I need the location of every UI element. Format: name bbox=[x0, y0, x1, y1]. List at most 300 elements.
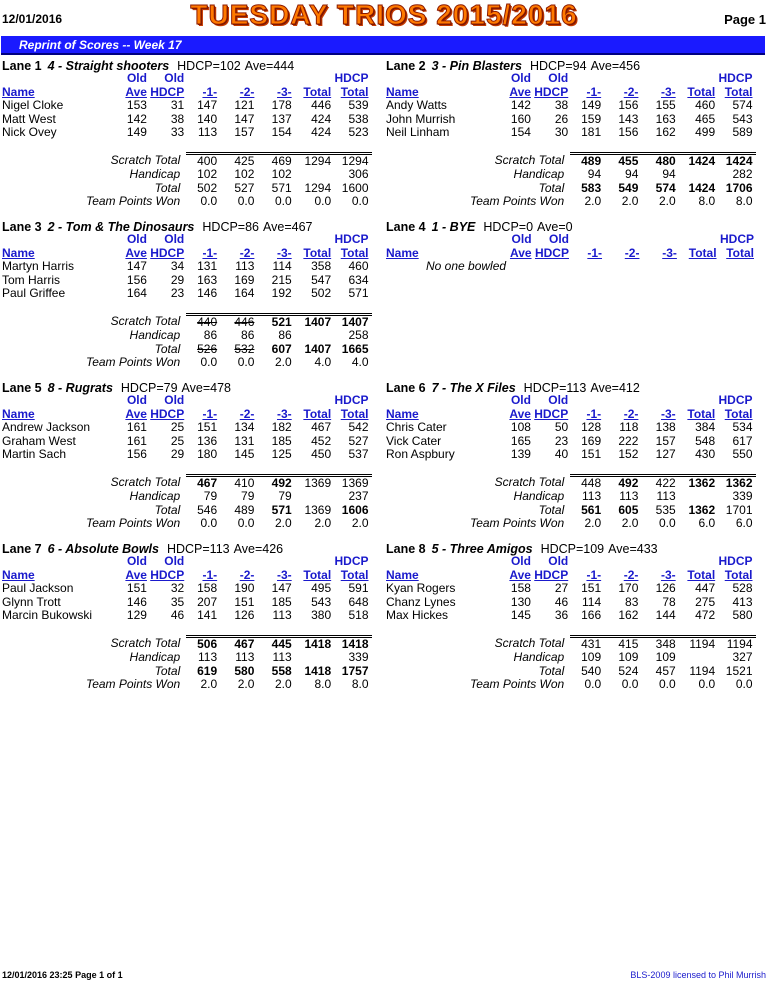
player-score: 215 bbox=[271, 272, 292, 287]
player-score: 140 bbox=[197, 111, 218, 126]
handicap-value: 339 bbox=[348, 650, 369, 664]
scratch-value: 431 bbox=[581, 636, 602, 651]
header-spacer bbox=[571, 233, 604, 247]
points-value: 4.0 bbox=[351, 355, 369, 369]
header-spacer bbox=[641, 233, 678, 247]
player-score: 36 bbox=[554, 608, 569, 622]
header-spacer bbox=[603, 394, 640, 408]
total-header: Total bbox=[687, 567, 716, 582]
column-header-row bbox=[386, 86, 755, 100]
player-score: 26 bbox=[554, 111, 569, 126]
handicap-row bbox=[2, 168, 371, 182]
old-label: Old bbox=[164, 554, 185, 568]
scratch-label: Scratch Total bbox=[110, 152, 181, 167]
ave-header: Ave bbox=[125, 406, 147, 421]
name-header: Name bbox=[2, 406, 35, 421]
player-score: 161 bbox=[126, 420, 147, 434]
player-score: 151 bbox=[197, 420, 218, 434]
player-score: 142 bbox=[126, 111, 147, 126]
hdcp_total-header: Total bbox=[340, 245, 369, 260]
header-spacer bbox=[2, 233, 112, 247]
separator-spacer bbox=[386, 140, 496, 154]
column-header-row bbox=[2, 408, 371, 422]
points-row bbox=[386, 517, 755, 531]
player-score: 460 bbox=[348, 259, 369, 273]
team-average: Ave=467 bbox=[263, 220, 313, 234]
total-header: Total bbox=[687, 84, 716, 99]
points-row bbox=[386, 195, 755, 209]
separator-line bbox=[570, 623, 603, 637]
scratch-value: 521 bbox=[271, 314, 292, 329]
g2-header: -2- bbox=[239, 406, 255, 421]
player-score: 126 bbox=[234, 608, 255, 622]
separator-spacer bbox=[112, 623, 149, 637]
player-score: 27 bbox=[554, 581, 569, 595]
player-score: 589 bbox=[732, 125, 753, 139]
separator-line bbox=[678, 623, 717, 637]
total-value: 574 bbox=[655, 180, 676, 195]
player-row bbox=[2, 126, 371, 140]
player-score: 571 bbox=[348, 286, 369, 300]
g2-header: -2- bbox=[239, 567, 255, 582]
handicap-value: 94 bbox=[587, 167, 602, 181]
player-name: Matt West bbox=[2, 111, 56, 126]
hdcp_total-header: Total bbox=[724, 84, 753, 99]
points-value: 2.0 bbox=[275, 677, 292, 691]
score-table bbox=[386, 233, 756, 274]
header-spacer bbox=[678, 72, 717, 86]
total-value: 1418 bbox=[304, 663, 332, 678]
player-name: Max Hickes bbox=[386, 608, 449, 622]
total-value: 1665 bbox=[341, 341, 369, 356]
scratch-value: 448 bbox=[581, 475, 602, 490]
separator-line bbox=[333, 623, 370, 637]
points-value: 0.0 bbox=[351, 194, 369, 208]
separator-line bbox=[640, 140, 677, 154]
player-row bbox=[2, 448, 371, 462]
separator-line bbox=[717, 462, 754, 476]
lane-number: Lane 1 bbox=[2, 59, 42, 73]
points-value: 4.0 bbox=[314, 355, 332, 369]
player-score: 147 bbox=[271, 581, 292, 595]
total-value: 561 bbox=[581, 502, 602, 517]
player-name: Nigel Cloke bbox=[2, 98, 64, 112]
handicap-value: 86 bbox=[278, 328, 292, 342]
player-name: Martin Sach bbox=[2, 447, 67, 461]
player-row bbox=[386, 113, 755, 127]
hdcp-label: HDCP bbox=[334, 393, 369, 407]
handicap-label: Handicap bbox=[513, 650, 565, 664]
player-score: 165 bbox=[510, 433, 531, 448]
lane-block bbox=[2, 381, 384, 541]
name-header: Name bbox=[386, 567, 419, 582]
player-row bbox=[386, 126, 755, 140]
score-table bbox=[386, 555, 756, 692]
player-score: 114 bbox=[581, 594, 602, 609]
scratch-value: 415 bbox=[618, 636, 639, 651]
player-score: 452 bbox=[311, 433, 332, 448]
separator-line bbox=[570, 140, 603, 154]
hdcp-header: HDCP bbox=[534, 406, 569, 421]
hdcp-header: HDCP bbox=[150, 567, 185, 582]
team-hdcp: HDCP=113 bbox=[523, 381, 587, 395]
scratch-value: 489 bbox=[581, 153, 602, 168]
separator-line bbox=[256, 301, 293, 315]
player-score: 154 bbox=[271, 125, 292, 139]
header-spacer bbox=[640, 72, 677, 86]
total-row bbox=[2, 665, 371, 679]
page-number: Page 1 bbox=[724, 12, 766, 27]
team-name: 4 - Straight shooters bbox=[47, 59, 170, 73]
header-spacer bbox=[219, 394, 256, 408]
header-spacer bbox=[186, 233, 219, 247]
separator-line bbox=[186, 140, 219, 154]
total-value: 549 bbox=[618, 180, 639, 195]
separator-line bbox=[256, 140, 293, 154]
column-header-row bbox=[386, 555, 755, 569]
lane-number: Lane 5 bbox=[2, 381, 42, 395]
player-score: 158 bbox=[197, 581, 218, 595]
handicap-value: 94 bbox=[662, 167, 676, 181]
total-value: 527 bbox=[234, 180, 255, 195]
scratch-value: 1424 bbox=[725, 153, 753, 168]
separator-line bbox=[186, 462, 219, 476]
separator-spacer bbox=[386, 623, 496, 637]
lane-number: Lane 3 bbox=[2, 220, 42, 234]
player-row bbox=[2, 274, 371, 288]
player-score: 164 bbox=[126, 286, 147, 300]
header-spacer bbox=[294, 72, 333, 86]
player-score: 121 bbox=[234, 98, 255, 112]
team-name: 2 - Tom & The Dinosaurs bbox=[47, 220, 195, 234]
g2-header: -2- bbox=[239, 84, 255, 99]
player-score: 151 bbox=[234, 594, 255, 609]
handicap-value: 94 bbox=[625, 167, 639, 181]
column-header-row bbox=[2, 555, 371, 569]
player-name: Graham West bbox=[2, 433, 76, 448]
player-name: Chris Cater bbox=[386, 420, 447, 434]
scratch-row bbox=[2, 636, 371, 651]
separator-spacer bbox=[496, 623, 533, 637]
old-label: Old bbox=[510, 554, 531, 568]
separator-spacer bbox=[112, 301, 149, 315]
separator-spacer bbox=[149, 301, 186, 315]
player-score: 523 bbox=[348, 125, 369, 139]
player-score: 155 bbox=[655, 98, 676, 112]
separator-spacer bbox=[2, 623, 112, 637]
scratch-value: 1369 bbox=[304, 475, 332, 490]
handicap-value: 237 bbox=[348, 489, 369, 503]
g2-header: -2- bbox=[623, 567, 639, 582]
scratch-value: 445 bbox=[271, 636, 292, 651]
separator-line bbox=[333, 140, 370, 154]
name-header: Name bbox=[386, 406, 419, 421]
handicap-value bbox=[294, 490, 333, 504]
points-value: 2.0 bbox=[237, 677, 255, 691]
ave-header: Ave bbox=[509, 406, 531, 421]
total-value: 1701 bbox=[725, 502, 753, 517]
player-row bbox=[2, 113, 371, 127]
player-name: Ron Aspbury bbox=[386, 447, 455, 461]
handicap-row bbox=[2, 490, 371, 504]
hdcp_total-header: Total bbox=[724, 406, 753, 421]
points-value: 0.0 bbox=[237, 516, 255, 530]
player-score: 574 bbox=[732, 98, 753, 112]
player-row bbox=[386, 596, 755, 610]
player-score: 185 bbox=[271, 594, 292, 609]
total-value: 619 bbox=[197, 663, 218, 678]
player-score: 83 bbox=[625, 594, 639, 609]
total-value: 1194 bbox=[689, 663, 716, 678]
player-score: 495 bbox=[311, 581, 332, 595]
player-score: 113 bbox=[235, 259, 255, 273]
player-score: 131 bbox=[197, 259, 218, 273]
handicap-value bbox=[678, 490, 717, 504]
team-name: 6 - Absolute Bowls bbox=[47, 542, 159, 556]
name-header: Name bbox=[386, 84, 419, 99]
player-score: 145 bbox=[510, 608, 531, 622]
player-score: 648 bbox=[348, 594, 369, 609]
player-score: 30 bbox=[554, 125, 569, 139]
header-spacer bbox=[386, 555, 496, 569]
separator-spacer bbox=[149, 462, 186, 476]
header-spacer bbox=[256, 233, 293, 247]
hdcp-label: HDCP bbox=[334, 71, 369, 85]
player-score: 157 bbox=[234, 125, 255, 139]
separator-line bbox=[186, 623, 219, 637]
hdcp-label: HDCP bbox=[719, 232, 754, 246]
hdcp-label: HDCP bbox=[718, 554, 753, 568]
player-score: 358 bbox=[311, 259, 332, 273]
header-spacer bbox=[603, 555, 640, 569]
g1-header: -1- bbox=[586, 567, 602, 582]
total-value: 502 bbox=[197, 180, 218, 195]
scratch-label: Scratch Total bbox=[494, 635, 565, 650]
column-header-row bbox=[386, 569, 755, 583]
separator-spacer bbox=[533, 140, 570, 154]
player-name: Andy Watts bbox=[386, 98, 447, 112]
separator-spacer bbox=[386, 462, 496, 476]
old-label: Old bbox=[548, 232, 569, 246]
team-hdcp: HDCP=86 bbox=[202, 220, 260, 234]
total-value: 1706 bbox=[725, 180, 753, 195]
player-score: 128 bbox=[581, 420, 602, 434]
old-label: Old bbox=[548, 393, 569, 407]
scratch-value: 1369 bbox=[341, 475, 369, 490]
report-banner: Reprint of Scores -- Week 17 bbox=[1, 36, 765, 55]
player-score: 192 bbox=[271, 286, 292, 300]
separator-spacer bbox=[2, 301, 112, 315]
header-spacer bbox=[386, 72, 496, 86]
separator-row bbox=[2, 140, 371, 154]
player-row bbox=[2, 435, 371, 449]
total-value: 1600 bbox=[341, 180, 369, 195]
scratch-value: 506 bbox=[197, 636, 218, 651]
g1-header: -1- bbox=[202, 84, 218, 99]
scratch-value: 410 bbox=[234, 475, 255, 490]
old-label: Old bbox=[126, 232, 147, 246]
player-score: 153 bbox=[126, 98, 147, 112]
total-value: 489 bbox=[234, 502, 255, 517]
scratch-value: 1294 bbox=[341, 153, 369, 168]
player-score: 23 bbox=[554, 433, 569, 448]
player-score: 78 bbox=[662, 594, 676, 609]
total-value: 1369 bbox=[304, 502, 332, 517]
player-score: 502 bbox=[311, 286, 332, 300]
player-score: 550 bbox=[732, 447, 753, 461]
old-label: Old bbox=[126, 554, 147, 568]
player-score: 129 bbox=[126, 608, 147, 622]
points-label: Team Points Won bbox=[85, 355, 181, 369]
handicap-value: 102 bbox=[271, 167, 292, 181]
player-score: 169 bbox=[234, 272, 255, 287]
header-spacer bbox=[386, 394, 496, 408]
points-value: 2.0 bbox=[621, 194, 639, 208]
g3-header: -3- bbox=[277, 245, 292, 260]
separator-line bbox=[219, 301, 256, 315]
hdcp_total-header: Total bbox=[340, 84, 369, 99]
old-label: Old bbox=[510, 71, 531, 85]
total-value: 605 bbox=[618, 502, 639, 517]
player-score: 518 bbox=[348, 608, 369, 622]
old-label: Old bbox=[511, 232, 532, 246]
player-score: 185 bbox=[271, 433, 292, 448]
points-value: 2.0 bbox=[351, 516, 369, 530]
player-score: 413 bbox=[732, 594, 753, 609]
hdcp_total-header: Total bbox=[340, 567, 369, 582]
total-value: 526 bbox=[197, 341, 218, 356]
player-score: 222 bbox=[618, 433, 639, 448]
column-header-row bbox=[386, 72, 755, 86]
score-table bbox=[386, 72, 756, 209]
points-value: 0.0 bbox=[659, 677, 676, 691]
handicap-value: 258 bbox=[348, 328, 369, 342]
player-score: 157 bbox=[655, 433, 676, 448]
player-row bbox=[2, 260, 371, 274]
old-label: Old bbox=[548, 554, 569, 568]
player-score: 190 bbox=[234, 581, 255, 595]
separator-spacer bbox=[533, 462, 570, 476]
player-row bbox=[386, 582, 755, 596]
total-label: Total bbox=[154, 180, 181, 195]
player-score: 31 bbox=[170, 98, 185, 112]
scratch-value: 1418 bbox=[304, 636, 332, 651]
player-score: 23 bbox=[170, 286, 185, 300]
header-spacer bbox=[256, 394, 293, 408]
player-score: 472 bbox=[695, 608, 716, 622]
handicap-label: Handicap bbox=[129, 650, 181, 664]
handicap-value: 113 bbox=[619, 489, 639, 503]
header-spacer bbox=[640, 394, 677, 408]
scratch-value: 469 bbox=[271, 153, 292, 168]
player-name: Vick Cater bbox=[386, 433, 442, 448]
player-name: Paul Jackson bbox=[2, 581, 74, 595]
header-spacer bbox=[570, 72, 603, 86]
lane-block bbox=[2, 59, 384, 219]
handicap-value: 113 bbox=[235, 650, 255, 664]
header-spacer bbox=[640, 555, 677, 569]
team-name: 7 - The X Files bbox=[431, 381, 516, 395]
g1-header: -1- bbox=[586, 84, 602, 99]
player-score: 131 bbox=[234, 433, 255, 448]
player-score: 126 bbox=[655, 581, 676, 595]
team-hdcp: HDCP=0 bbox=[483, 220, 534, 234]
player-score: 137 bbox=[271, 111, 292, 126]
player-score: 130 bbox=[510, 594, 531, 609]
team-name: 1 - BYE bbox=[431, 220, 476, 234]
player-score: 384 bbox=[695, 420, 716, 434]
player-name: Glynn Trott bbox=[2, 594, 61, 609]
player-row bbox=[386, 99, 755, 113]
header-spacer bbox=[678, 394, 717, 408]
points-label: Team Points Won bbox=[85, 677, 181, 691]
points-value: 2.0 bbox=[275, 355, 292, 369]
handicap-value bbox=[678, 651, 717, 665]
column-header-row bbox=[2, 569, 371, 583]
separator-spacer bbox=[496, 140, 533, 154]
g3-header: -3- bbox=[662, 245, 677, 260]
player-score: 446 bbox=[311, 98, 332, 112]
points-value: 0.0 bbox=[735, 677, 753, 691]
header-spacer bbox=[604, 233, 641, 247]
separator-line bbox=[219, 623, 256, 637]
player-score: 159 bbox=[581, 111, 602, 126]
total-row bbox=[386, 665, 755, 679]
player-score: 108 bbox=[510, 420, 531, 434]
separator-row bbox=[386, 462, 755, 476]
column-header-row bbox=[2, 72, 371, 86]
handicap-value: 102 bbox=[234, 167, 255, 181]
points-label: Team Points Won bbox=[85, 194, 181, 208]
ave-header: Ave bbox=[125, 84, 147, 99]
points-value: 8.0 bbox=[698, 194, 716, 208]
player-score: 161 bbox=[126, 433, 147, 448]
points-label: Team Points Won bbox=[469, 194, 565, 208]
ave-header: Ave bbox=[509, 245, 532, 260]
g1-header: -1- bbox=[587, 245, 603, 260]
g3-header: -3- bbox=[277, 84, 292, 99]
player-score: 113 bbox=[197, 125, 218, 139]
player-score: 499 bbox=[695, 125, 716, 139]
player-score: 380 bbox=[311, 608, 332, 622]
column-header-row bbox=[2, 247, 371, 261]
team-name: 3 - Pin Blasters bbox=[431, 59, 522, 73]
team-average: Ave=412 bbox=[590, 381, 640, 395]
player-score: 139 bbox=[510, 447, 531, 461]
scratch-value: 1362 bbox=[725, 475, 753, 490]
hdcp-header: HDCP bbox=[150, 245, 185, 260]
player-row bbox=[2, 596, 371, 610]
player-score: 617 bbox=[732, 433, 753, 448]
team-average: Ave=0 bbox=[537, 220, 573, 234]
lane-block bbox=[386, 59, 768, 219]
separator-spacer bbox=[112, 140, 149, 154]
handicap-value bbox=[294, 168, 333, 182]
separator-line bbox=[186, 301, 219, 315]
points-value: 2.0 bbox=[621, 516, 639, 530]
total-value: 1757 bbox=[341, 663, 369, 678]
player-score: 29 bbox=[170, 447, 185, 461]
scratch-value: 348 bbox=[655, 636, 676, 651]
total-row bbox=[2, 504, 371, 518]
header-spacer bbox=[294, 555, 333, 569]
g3-header: -3- bbox=[277, 406, 292, 421]
points-label: Team Points Won bbox=[85, 516, 181, 530]
player-score: 146 bbox=[126, 594, 147, 609]
lane-block bbox=[2, 542, 384, 702]
column-header-row bbox=[2, 233, 371, 247]
player-score: 465 bbox=[695, 111, 716, 126]
